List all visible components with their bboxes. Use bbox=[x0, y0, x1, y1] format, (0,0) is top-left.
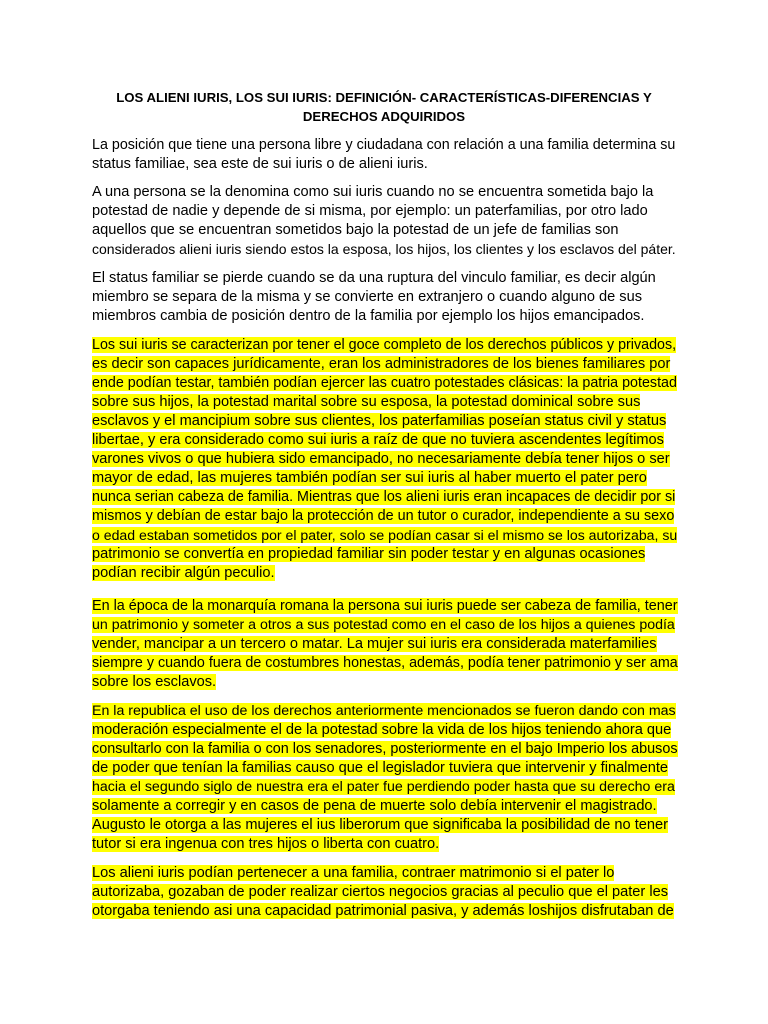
paragraph-4-line-5: esclavos y el mancipium sobre sus clientes, los paterfamilias poseían status civil y status bbox=[92, 413, 667, 429]
paragraph-4-line-4: sobre sus hijos, la potestad marital sobre su esposa, la potestad dominical sobre sus bbox=[92, 394, 641, 410]
title-line-2: DERECHOS ADQUIRIDOS bbox=[302, 109, 466, 124]
paragraph-1-line-2: status familiae, sea este de sui iuris o de alieni iuris. bbox=[92, 156, 428, 172]
paragraph-5-line-5: sobre los esclavos. bbox=[92, 674, 217, 690]
paragraph-4-line-8: mayor de edad, las mujeres también podían ser sui iuris al haber muerto el pater pero bbox=[92, 470, 647, 486]
paragraph-6-line-6: solamente a corregir y en casos de pena de muerte solo debía intervenir el magistrado. bbox=[92, 798, 657, 814]
paragraph-4-line-1: Los sui iuris se caracterizan por tener el goce completo de los derechos públicos y privados, bbox=[92, 337, 677, 353]
paragraph-4-line-3: ende podían testar, también podían ejercer las cuatro potestades clásicas: la patria potestad bbox=[92, 375, 677, 391]
paragraph-4-line-13: podían recibir algún peculio. bbox=[92, 565, 275, 581]
paragraph-4-line-7: varones vivos o que hubiera sido emancipado, no necesariamente debía tener hijos o ser bbox=[92, 451, 670, 467]
paragraph-5-line-4: siempre y cuando fuera de costumbres honestas, además, podía tener patrimonio y ser ama bbox=[92, 655, 678, 671]
paragraph-7-line-3: otorgaba teniendo asi una capacidad patrimonial pasiva, y además loshijos disfrutaban de bbox=[92, 903, 674, 919]
paragraph-6-line-7: Augusto le otorga a las mujeres el ius liberorum que significaba la posibilidad de no tener bbox=[92, 817, 668, 833]
paragraph-4-line-9: nunca serian cabeza de familia. Mientras que los alieni iuris eran incapaces de decidir por si bbox=[92, 489, 676, 505]
title-line-1: LOS ALIENI IURIS, LOS SUI IURIS: DEFINICIÓN- CARACTERÍSTICAS-DIFERENCIAS Y bbox=[116, 90, 652, 105]
paragraph-3-line-2: miembro se separa de la misma y se convierte en extranjero o cuando alguno de sus bbox=[92, 289, 642, 305]
paragraph-2-line-3: aquellos que se encuentran sometidos bajo la potestad de un jefe de familias son bbox=[92, 222, 619, 238]
paragraph-4-line-6: libertae, y era considerado como sui iuris a raíz de que no tuviera ascendentes legítimos bbox=[92, 432, 664, 448]
paragraph-4-line-12: patrimonio se convertía en propiedad familiar sin poder testar y en algunas ocasiones bbox=[92, 546, 646, 562]
paragraph-5-line-3: vender, mancipar a un tercero o matar. La mujer sui iuris era considerada materfamilies bbox=[92, 636, 657, 652]
document-title bbox=[90, 88, 678, 126]
paragraph-5-line-2: un patrimonio y someter a otros a sus potestad como en el caso de los hijos a quienes podía bbox=[92, 617, 675, 633]
paragraph-2-line-1: A una persona se la denomina como sui iuris cuando no se encuentra sometida bajo la bbox=[92, 184, 654, 200]
paragraph-3-line-3: miembros cambia de posición dentro de la familia por ejemplo los hijos emancipados. bbox=[92, 308, 645, 324]
paragraph-4-line-10: mismos y debían de estar bajo la protección de un tutor o curador, independiente a su sexo bbox=[92, 508, 675, 524]
paragraph-6-line-4: de poder que tenían la familias causo que el legislador tuviera que intervenir y finalmente bbox=[92, 760, 668, 776]
paragraph-1-line-1: La posición que tiene una persona libre y ciudadana con relación a una familia determina su bbox=[92, 137, 676, 153]
paragraph-6-line-2: moderación especialmente el de la potestad sobre la vida de los hijos teniendo ahora que bbox=[92, 722, 672, 738]
paragraph-7-line-1: Los alieni iuris podían pertenecer a una familia, contraer matrimonio si el pater lo bbox=[92, 865, 615, 881]
paragraph-3-line-1: El status familiar se pierde cuando se da una ruptura del vinculo familiar, es decir algún bbox=[92, 270, 656, 286]
paragraph-6-line-5: hacia el segundo siglo de nuestra era el pater fue perdiendo poder hasta que su derecho era bbox=[92, 779, 675, 795]
paragraph-6-line-1: En la republica el uso de los derechos anteriormente mencionados se fueron dando con mas bbox=[92, 703, 676, 719]
paragraph-6-line-3: consultarlo con la familia o con los senadores, posteriormente en el bajo Imperio los abusos bbox=[92, 741, 678, 757]
paragraph-4-line-2: es decir son capaces jurídicamente, eran los administradores de los bienes familiares por bbox=[92, 356, 671, 372]
paragraph-2-line-4: considerados alieni iuris siendo estos la esposa, los hijos, los clientes y los esclavos del páter. bbox=[92, 241, 676, 257]
paragraph-4-line-11: o edad estaban sometidos por el pater, solo se podían casar si el mismo se los autorizaba, su bbox=[92, 527, 678, 543]
paragraph-2-line-2: potestad de nadie y depende de si misma, por ejemplo: un paterfamilias, por otro lado bbox=[92, 203, 648, 219]
paragraph-5-line-1: En la época de la monarquía romana la persona sui iuris puede ser cabeza de familia, tener bbox=[92, 598, 678, 614]
paragraph-6-line-8: tutor si era ingenua con tres hijos o liberta con cuatro. bbox=[92, 836, 440, 852]
paragraph-7-line-2: autorizaba, gozaban de poder realizar ciertos negocios gracias al peculio que el pater les bbox=[92, 884, 668, 900]
